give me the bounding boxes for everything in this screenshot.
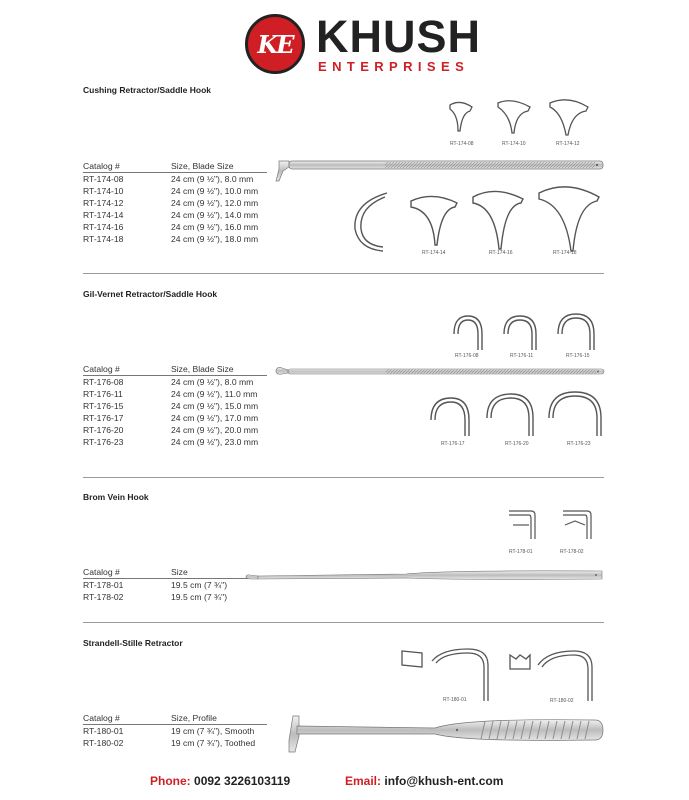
hook-icons-top [448, 312, 598, 352]
variant-label: RT-176-15 [566, 353, 590, 359]
variant-label: RT-174-10 [502, 141, 526, 147]
footer-phone [150, 774, 290, 788]
catalog-col-header: Catalog # [83, 566, 171, 579]
size-value: 24 cm (9 ½"), 8.0 mm [171, 377, 254, 387]
catalog-number: RT-174-18 [83, 234, 124, 244]
catalog-number: RT-176-15 [83, 401, 124, 411]
size-value: 24 cm (9 ½"), 11.0 mm [171, 389, 258, 399]
size-value: 19 cm (7 ¾"), Toothed [171, 738, 256, 748]
footer-email [345, 774, 503, 788]
size-value: 24 cm (9 ½"), 8.0 mm [171, 174, 254, 184]
size-value: 24 cm (9 ½"), 14.0 mm [171, 210, 259, 220]
size-col-header: Size, Profile [171, 712, 267, 725]
table-header-row [83, 566, 267, 579]
variant-label: RT-176-23 [567, 441, 591, 447]
catalog-number: RT-176-11 [83, 389, 123, 399]
table-row [83, 388, 267, 400]
table-row [83, 209, 267, 221]
table-row [83, 400, 267, 412]
size-value: 24 cm (9 ½"), 10.0 mm [171, 186, 259, 196]
variant-label: RT-176-08 [455, 353, 479, 359]
gil-vernet-instrument-image [276, 365, 606, 379]
size-value: 19.5 cm (7 ¾") [171, 592, 228, 602]
saddle-blade-icons-top [440, 97, 600, 137]
table-row [83, 591, 267, 603]
strandell-instrument-image [285, 712, 605, 756]
catalog-number: RT-176-08 [83, 377, 124, 387]
size-value: 19.5 cm (7 ¾") [171, 580, 228, 590]
table-row [83, 197, 267, 209]
catalog-number: RT-174-12 [83, 198, 124, 208]
table-row [83, 424, 267, 436]
catalog-number: RT-174-16 [83, 222, 124, 232]
vein-hook-tip-icons [505, 505, 605, 545]
catalog-number: RT-174-14 [83, 210, 124, 220]
phone-label: Phone: [150, 774, 191, 788]
hook-icons-bottom [425, 390, 605, 438]
catalog-number: RT-174-10 [83, 186, 124, 196]
catalog-table-gil-vernet [83, 363, 267, 448]
strandell-tip-icons [398, 645, 608, 705]
section-title-strandell-stille: Strandell-Stille Retractor [83, 638, 183, 648]
size-value: 24 cm (9 ½"), 16.0 mm [171, 222, 259, 232]
size-value: 24 cm (9 ½"), 12.0 mm [171, 198, 259, 208]
table-header-row [83, 712, 267, 725]
catalog-number: RT-180-02 [83, 738, 124, 748]
logo-monogram: KE [257, 30, 293, 59]
catalog-number: RT-178-02 [83, 592, 124, 602]
table-header-row [83, 363, 267, 376]
catalog-col-header: Catalog # [83, 160, 171, 173]
catalog-table-brom [83, 566, 267, 603]
size-value: 24 cm (9 ½"), 20.0 mm [171, 425, 259, 435]
size-value: 24 cm (9 ½"), 18.0 mm [171, 234, 259, 244]
phone-number[interactable]: 0092 3226103119 [194, 774, 291, 788]
catalog-col-header: Catalog # [83, 363, 171, 376]
section-title-brom-vein-hook: Brom Vein Hook [83, 492, 149, 502]
catalog-number: RT-176-17 [83, 413, 124, 423]
table-row [83, 436, 267, 448]
table-row [83, 221, 267, 233]
catalog-number: RT-180-01 [83, 726, 124, 736]
catalog-table-strandell [83, 712, 267, 749]
section-divider [83, 622, 604, 623]
catalog-number: RT-176-20 [83, 425, 124, 435]
variant-label: RT-176-17 [441, 441, 465, 447]
variant-label: RT-176-20 [505, 441, 529, 447]
email-label: Email: [345, 774, 382, 788]
table-header-row [83, 160, 267, 173]
catalog-col-header: Catalog # [83, 712, 171, 725]
variant-label: RT-174-08 [450, 141, 474, 147]
catalog-number: RT-178-01 [83, 580, 124, 590]
table-row [83, 185, 267, 197]
variant-label: RT-178-02 [560, 549, 584, 555]
table-row [83, 725, 267, 738]
table-row [83, 412, 267, 424]
size-col-header: Size [171, 566, 267, 579]
catalog-table-cushing [83, 160, 267, 245]
section-title-gil-vernet: Gil-Vernet Retractor/Saddle Hook [83, 289, 218, 299]
section-title-cushing: Cushing Retractor/Saddle Hook [83, 85, 211, 95]
section-divider [83, 477, 604, 478]
email-address[interactable]: info@khush-ent.com [384, 774, 504, 788]
variant-label: RT-180-02 [550, 698, 574, 704]
size-value: 19 cm (7 ¾"), Smooth [171, 726, 255, 736]
size-col-header: Size, Blade Size [171, 160, 267, 173]
catalog-number: RT-176-23 [83, 437, 124, 447]
variant-label: RT-180-01 [443, 697, 467, 703]
cushing-instrument-image [275, 155, 605, 185]
brand-name: KHUSH [316, 11, 482, 62]
variant-label: RT-176-11 [510, 353, 534, 359]
variant-label: RT-178-01 [509, 549, 533, 555]
size-value: 24 cm (9 ½"), 17.0 mm [171, 413, 259, 423]
variant-label: RT-174-12 [556, 141, 580, 147]
table-row [83, 579, 267, 592]
saddle-blade-icons-bottom [345, 185, 605, 255]
table-row [83, 376, 267, 389]
variant-label: RT-174-16 [489, 250, 513, 256]
size-value: 24 cm (9 ½"), 23.0 mm [171, 437, 259, 447]
size-value: 24 cm (9 ½"), 15.0 mm [171, 401, 259, 411]
catalog-number: RT-174-08 [83, 174, 124, 184]
size-col-header: Size, Blade Size [171, 363, 267, 376]
section-divider [83, 273, 604, 274]
table-row [83, 173, 267, 186]
variant-label: RT-174-18 [553, 250, 577, 256]
table-row [83, 233, 267, 245]
brom-instrument-image [246, 566, 606, 586]
variant-label: RT-174-14 [422, 250, 446, 256]
brand-tagline: ENTERPRISES [318, 59, 470, 74]
table-row [83, 737, 267, 749]
